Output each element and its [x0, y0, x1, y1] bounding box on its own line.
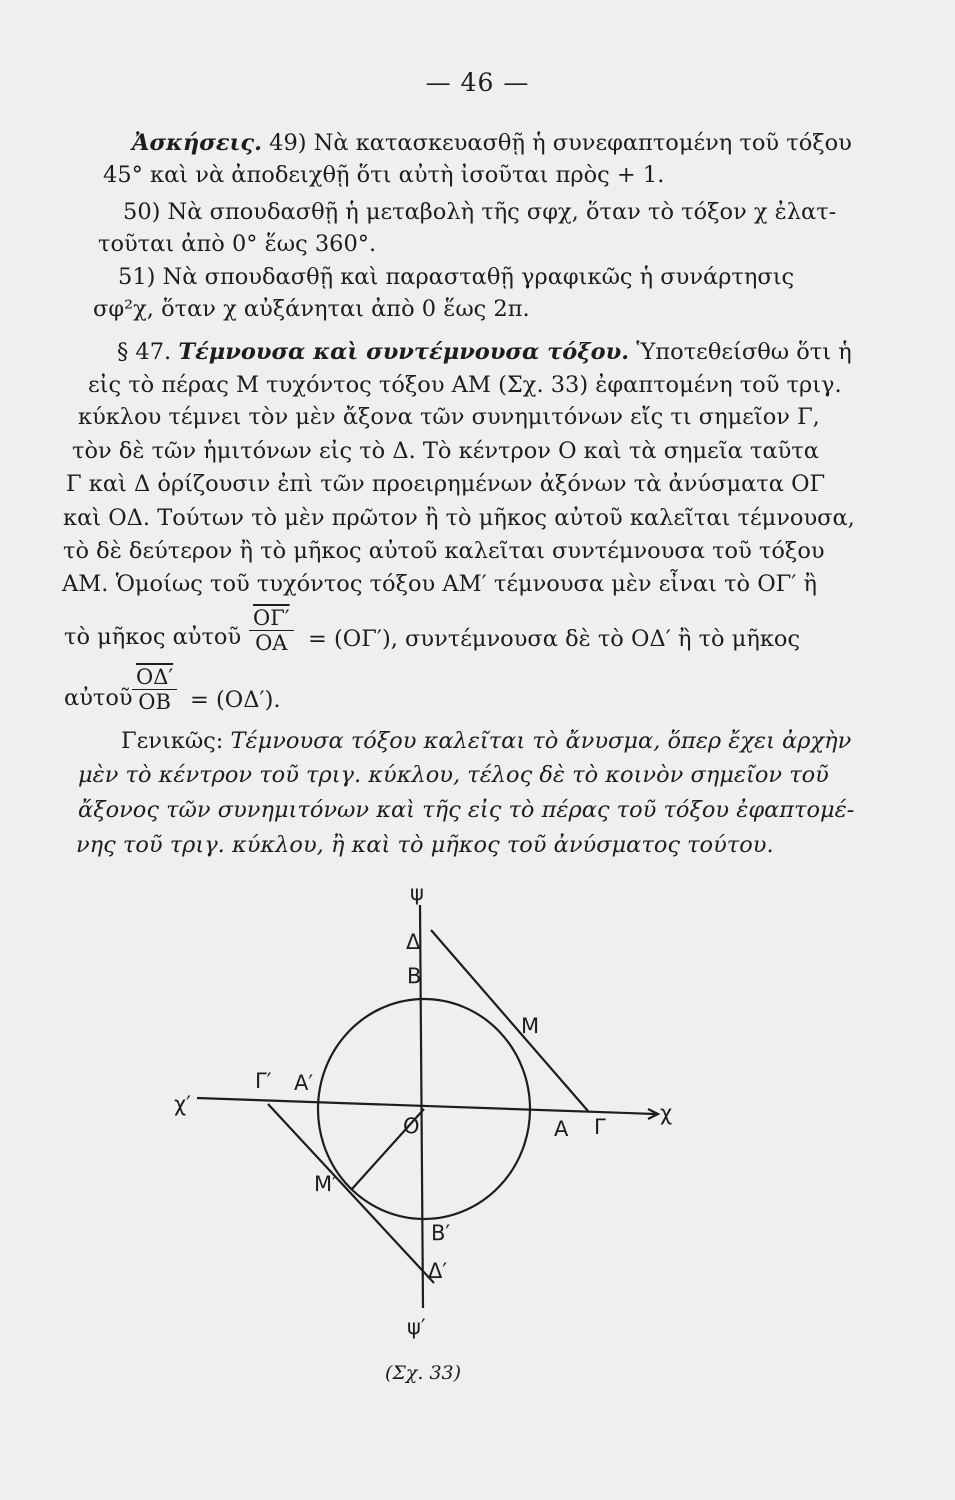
- tangent-m: [431, 930, 588, 1111]
- section-line: Γ καὶ Δ ὁρίζουσιν ἐπὶ τῶν προειρημένων ἀξόνων τὰ ἀνύσματα ΟΓ: [66, 471, 826, 497]
- label-psi-prime: ψ′: [407, 1315, 426, 1339]
- formula1-rest: = (ΟΓ′), συντέμνουσα δὲ τὸ ΟΔ′ ἢ τὸ μῆκος: [308, 626, 801, 652]
- exercise-51-line: 51) Νὰ σπουδασθῇ καὶ παρασταθῇ γραφικῶς ἡ συνάρτησις: [118, 264, 795, 290]
- section-line: εἰς τὸ πέρας Μ τυχόντος τόξου ΑΜ (Σχ. 33) ἐφαπτομένη τοῦ τριγ.: [88, 372, 842, 398]
- label-delta: Δ: [406, 930, 421, 954]
- section-line: τὸ δὲ δεύτερον ἢ τὸ μῆκος αὐτοῦ καλεῖται συντέμνουσα τοῦ τόξου: [63, 538, 825, 564]
- label-a-prime: Α′: [294, 1071, 314, 1095]
- exercise-line: 45° καὶ νὰ ἀποδειχθῇ ὅτι αὐτὴ ἰσοῦται πρὸς + 1.: [103, 162, 665, 188]
- label-m-prime: Μ′: [314, 1172, 337, 1196]
- general-line: μὲν τὸ κέντρον τοῦ τριγ. κύκλου, τέλος δὲ τὸ κοινὸν σημεῖον τοῦ: [78, 762, 829, 788]
- label-gamma: Γ: [594, 1115, 606, 1139]
- fraction-denominator: ΟΒ: [138, 690, 171, 714]
- section-line: τὸν δὲ τῶν ἡμιτόνων εἰς τὸ Δ. Τὸ κέντρον Ο καὶ τὰ σημεῖα ταῦτα: [72, 438, 819, 464]
- exercise-text: 49) Νὰ κατασκευασθῇ ἡ συνεφαπτομένη τοῦ τόξου: [269, 130, 852, 156]
- fraction-denominator: ΟΑ: [255, 631, 288, 655]
- section-title: Τέμνουσα καὶ συντέμνουσα τόξου.: [178, 339, 630, 365]
- section-line: κύκλου τέμνει τὸν μὲν ἄξονα τῶν συνημιτόνων εἴς τι σημεῖον Γ,: [78, 404, 820, 430]
- section-text: Ὑποτεθείσθω ὅτι ἡ: [636, 339, 852, 365]
- section-number: § 47.: [117, 339, 172, 365]
- exercise-line: σφ²χ, ὅταν χ αὐξάνηται ἀπὸ 0 ἕως 2π.: [93, 296, 530, 322]
- label-o: Ο: [403, 1114, 420, 1138]
- label-b-prime: Β′: [431, 1221, 451, 1245]
- label-a: Α: [554, 1117, 569, 1141]
- exercises-heading: Ἀσκήσεις.: [132, 130, 262, 156]
- label-psi: ψ: [410, 881, 424, 905]
- general-lead: Γενικῶς:: [121, 728, 224, 754]
- formula1-prefix: τὸ μῆκος αὐτοῦ: [64, 624, 242, 650]
- label-chi: χ: [660, 1101, 673, 1125]
- section-line: ΑΜ. Ὁμοίως τοῦ τυχόντος τόξου ΑΜ′ τέμνουσα μὲν εἶναι τὸ ΟΓ′ ἢ: [62, 571, 818, 597]
- label-b: Β: [407, 964, 422, 988]
- general-line: ἄξονος τῶν συνημιτόνων καὶ τῆς εἰς τὸ πέρας τοῦ τόξου ἐφαπτομέ-: [78, 797, 855, 823]
- general-text: Τέμνουσα τόξου καλεῖται τὸ ἄνυσμα, ὅπερ ἔχει ἀρχὴν: [230, 728, 852, 754]
- formula2-rest: = (ΟΔ′).: [190, 687, 281, 713]
- section-line: καὶ ΟΔ. Τούτων τὸ μὲν πρῶτον ἢ τὸ μῆκος αὐτοῦ καλεῖται τέμνουσα,: [63, 505, 855, 531]
- label-m: Μ: [521, 1014, 540, 1038]
- label-delta-prime: Δ′: [428, 1259, 448, 1283]
- general-line: νης τοῦ τριγ. κύκλου, ἢ καὶ τὸ μῆκος τοῦ ἀνύσματος τούτου.: [76, 832, 774, 858]
- fraction-numerator: ΟΓ′: [249, 606, 294, 631]
- label-gamma-prime: Γ′: [255, 1069, 272, 1093]
- page-number: — 46 —: [425, 68, 530, 97]
- exercise-line: τοῦται ἀπὸ 0° ἕως 360°.: [98, 231, 377, 257]
- fraction-numerator: ΟΔ′: [132, 665, 177, 690]
- figure-caption: (Σχ. 33): [385, 1362, 462, 1384]
- exercise-50-line: 50) Νὰ σπουδασθῇ ἡ μεταβολὴ τῆς σφχ, ὅταν τὸ τόξον χ ἐλατ-: [123, 199, 837, 225]
- cosine-axis: [197, 1098, 655, 1114]
- label-chi-prime: χ′: [174, 1092, 191, 1116]
- formula2-prefix: αὐτοῦ: [64, 685, 133, 711]
